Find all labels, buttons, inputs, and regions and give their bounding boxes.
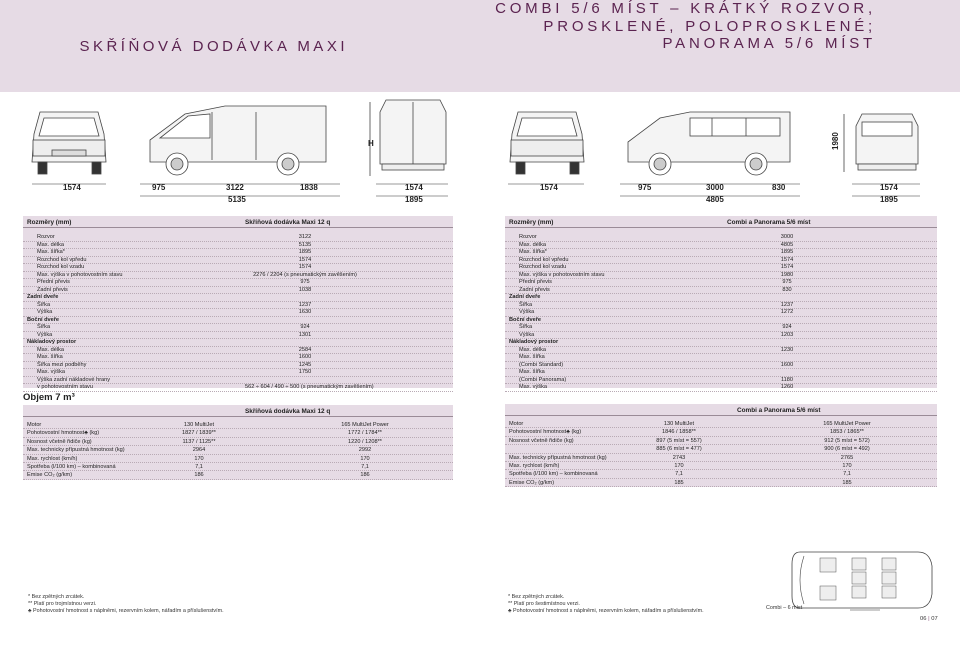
spec-row: [23, 242, 453, 250]
spec-value: 1574: [298, 264, 312, 270]
spec-row: [23, 309, 453, 317]
weights-value-2: 7,1: [361, 463, 369, 470]
weights-label: Max. technicky přípustná hmotnost (kg): [509, 454, 607, 461]
spec-row: [23, 369, 453, 377]
spec-row: [505, 309, 937, 317]
weights-row: [23, 446, 453, 454]
spec-row: [505, 272, 937, 280]
spec-value: 2276 / 2204 (s pneumatickým zavěšením): [253, 271, 357, 278]
spec-row: [505, 339, 937, 347]
weights-label: Spotřeba (l/100 km) – kombinovaná: [27, 463, 116, 470]
weights-row: [505, 428, 937, 436]
spec-label: Nákladový prostor: [509, 339, 559, 345]
weights-label: Max. technicky přípustná hmotnost (kg): [27, 447, 125, 454]
spec-label: (Combi Panorama): [519, 376, 567, 383]
spec-row: [23, 287, 453, 295]
footnote: * Bez zpětných zrcátek.: [28, 594, 85, 600]
spec-row: [505, 362, 937, 370]
dim-front-width-left: 1574: [63, 183, 81, 192]
weights-value-1: 1827 / 1839**: [182, 430, 216, 437]
dim-rear-total-left: 1895: [405, 195, 423, 204]
spec-label: Max. délka: [37, 346, 65, 353]
spec-value: 1600: [780, 361, 794, 368]
spec-row: [23, 249, 453, 257]
spec-row: [23, 294, 453, 302]
spec-label: Výška: [37, 331, 53, 338]
weights-value-1: 885 (6 míst = 477): [656, 446, 702, 453]
spec-row: [23, 317, 453, 325]
footnote: ** Platí pro trojmístnou verzi.: [28, 600, 97, 607]
seat-caption: Combi – 6 míst: [766, 605, 803, 611]
weights-value-1: 186: [194, 472, 204, 479]
spec-label: Rozvor: [37, 234, 55, 240]
spec-label: Max. délka: [519, 346, 547, 353]
spec-value: 975: [782, 279, 792, 285]
van-maxi-side: [150, 106, 326, 175]
weights-value-2: 170: [842, 462, 852, 469]
weights-label: Spotřeba (l/100 km) – kombinovaná: [509, 471, 598, 478]
spec-label: Boční dveře: [27, 316, 60, 323]
weights-row: [505, 437, 937, 445]
spec-header: Rozměry (mm) Combi a Panorama 5/6 míst: [505, 216, 937, 228]
footnote: * Bez zpětných zrcátek.: [508, 594, 565, 600]
weights-label: Emise CO₂ (g/km): [509, 479, 555, 486]
spec-row: [23, 279, 453, 287]
weights-row: [23, 421, 453, 429]
spec-value: 1203: [780, 331, 794, 338]
spec-row: [505, 249, 937, 257]
spec-label: Zadní dveře: [509, 294, 541, 300]
spec-label: Rozchod kol vpředu: [37, 256, 87, 263]
spec-header: Rozměry (mm) Skříňová dodávka Maxi 12 q: [23, 216, 453, 228]
dim-rear-width-left: 1574: [405, 183, 423, 192]
right-title-line: PANORAMA 5/6 MÍST: [662, 35, 876, 52]
spec-label: Výška: [37, 309, 53, 315]
spec-value: 1600: [298, 354, 312, 360]
spec-row: [505, 302, 937, 310]
spec-row: [23, 302, 453, 310]
spec-label: Max. délka: [519, 241, 547, 248]
footnote: ♣ Pohotovostní hmotnost s náplněmi, rezervním kolem, nářadím a příslušenstvím.: [28, 607, 224, 614]
weights-row: [505, 445, 937, 453]
spec-label: Max. výška v pohotovostním stavu: [519, 271, 605, 278]
seat-layout-drawing: [790, 546, 940, 614]
weights-value-1: 1137 / 1125**: [182, 438, 216, 445]
spec-value: 1574: [298, 256, 312, 263]
spec-label: Výška: [519, 309, 535, 315]
page-numbers: 06 | 07: [920, 616, 938, 622]
weights-row: [23, 429, 453, 437]
spec-value: 1895: [298, 249, 312, 255]
weights-label: Motor: [27, 422, 42, 428]
spec-table-left: [23, 216, 453, 388]
spec-value: 1574: [780, 256, 794, 263]
spec-row: [505, 242, 937, 250]
van-maxi-rear: [370, 100, 446, 176]
spec-label: Šířka mezi podběhy: [37, 361, 87, 368]
weights-row: [23, 438, 453, 446]
spec-value: 562 ÷ 604 / 490 ÷ 500 (s pneumatickým zavěšením): [245, 384, 374, 390]
footnotes-right: [508, 594, 704, 614]
dim-rear-overhang-right: 830: [772, 183, 786, 192]
spec-row: [505, 234, 937, 242]
spec-label: Max. výška v pohotovostním stavu: [37, 271, 123, 278]
weights-row: [505, 462, 937, 470]
right-title-line: PROSKLENÉ, POLOPROSKLENÉ;: [543, 17, 876, 35]
spec-label: Rozchod kol vzadu: [519, 264, 567, 270]
spec-value: 1980: [780, 271, 794, 278]
spec-value: 1574: [780, 264, 794, 270]
spec-row: [505, 279, 937, 287]
footnotes-left: [28, 594, 224, 614]
weights-value-1: 2964: [192, 447, 206, 454]
spec-label: Zadní dveře: [27, 294, 59, 300]
spec-value: 924: [782, 324, 792, 330]
right-title: [495, 0, 876, 53]
spec-label: Max. výška: [519, 384, 547, 390]
vehicle-drawings: [0, 92, 960, 216]
weights-label: Max. rychlost (km/h): [509, 462, 560, 469]
weights-value-1: 170: [674, 462, 684, 469]
spec-label: Výška zadní nákladové hrany: [37, 376, 111, 383]
spec-row: [23, 347, 453, 355]
spec-row: [23, 324, 453, 332]
weights-value-2: 912 (5 míst = 572): [824, 437, 870, 444]
weights-value-2: 2992: [358, 447, 372, 454]
dim-rear-total-right: 1895: [880, 195, 898, 204]
weights-value-2: 185: [842, 479, 852, 486]
dim-rear-overhang-left: 1838: [300, 183, 318, 192]
spec-row: [23, 362, 453, 370]
spec-value: 1301: [298, 331, 312, 338]
weights-value-1: 897 (5 míst = 557): [656, 437, 702, 444]
weights-value-2: 7,1: [843, 471, 851, 478]
spec-label: Max. šířka*: [519, 249, 547, 255]
spec-value: 830: [782, 286, 792, 293]
weights-row: [505, 420, 937, 428]
weights-header: Skříňová dodávka Maxi 12 q: [23, 405, 453, 417]
weights-value-2: 170: [360, 455, 370, 462]
weights-value-1: 2743: [672, 454, 686, 461]
spec-value: 3000: [780, 234, 794, 240]
spec-row: [23, 377, 453, 385]
spec-row: [505, 347, 937, 355]
spec-label: Výška: [519, 331, 535, 338]
spec-row: [505, 377, 937, 385]
spec-value: 924: [300, 324, 310, 330]
footnote: ** Platí pro šestimístnou verzi.: [508, 600, 580, 607]
spec-label: Šířka: [519, 324, 533, 330]
combi-rear: [844, 114, 918, 172]
spec-value: 1630: [298, 309, 312, 315]
dim-length-right: 4805: [706, 195, 724, 204]
spec-label: Zadní převis: [519, 286, 550, 293]
spec-table-right: [505, 216, 937, 388]
spec-value: 1180: [780, 376, 794, 383]
spec-label: Přední převis: [519, 279, 552, 285]
spec-row: [23, 332, 453, 340]
spec-row: [505, 384, 937, 392]
spec-label: v pohotovostním stavu: [37, 384, 93, 390]
combi-side: [628, 112, 790, 175]
spec-value: 1272: [780, 309, 794, 315]
page-number-left: 06: [920, 616, 927, 622]
spec-value: 1237: [780, 301, 794, 308]
spec-label: Rozvor: [519, 234, 537, 240]
spec-value: 4805: [780, 241, 794, 248]
spec-row: [505, 264, 937, 272]
spec-row: [505, 369, 937, 377]
weights-value-1: 7,1: [195, 463, 203, 470]
spec-value: 1750: [298, 369, 312, 375]
combi-front: [510, 112, 584, 174]
weights-label: Nosnost včetně řidiče (kg): [509, 437, 574, 444]
dim-length-left: 5135: [228, 195, 246, 204]
weights-value-2: 1853 / 1865**: [830, 429, 864, 436]
spec-row: [23, 339, 453, 347]
spec-row: [505, 287, 937, 295]
spec-row: [505, 294, 937, 302]
spec-label: Zadní převis: [37, 286, 68, 293]
weights-row: [505, 470, 937, 478]
weights-header: Combi a Panorama 5/6 míst: [505, 404, 937, 416]
van-maxi-front: [32, 112, 106, 174]
dim-front-overhang-right: 975: [638, 183, 652, 192]
spec-row: [505, 354, 937, 362]
spec-row: [23, 264, 453, 272]
dim-wheelbase-left: 3122: [226, 183, 244, 192]
dim-rear-width-right: 1574: [880, 183, 898, 192]
weights-block-left: [23, 392, 453, 480]
weights-label: Pohotovostní hmotnost♣ (kg): [509, 429, 582, 436]
spec-label: Šířka: [519, 301, 533, 308]
spec-label: Max. šířka: [519, 354, 545, 360]
spec-value: 1230: [780, 346, 794, 353]
weights-row: [23, 471, 453, 479]
spec-label: Rozchod kol vpředu: [519, 256, 569, 263]
spec-row: [23, 354, 453, 362]
weights-value-2: 1220 / 1208**: [348, 438, 382, 445]
height-marker: H: [368, 139, 374, 148]
spec-value: 3122: [298, 234, 312, 240]
weights-label: Motor: [509, 421, 524, 427]
dim-wheelbase-right: 3000: [706, 183, 724, 192]
spec-label: Max. šířka: [37, 354, 63, 360]
weights-value-2: 165 MultiJet Power: [341, 422, 389, 428]
spec-value: 1895: [780, 249, 794, 255]
weights-value-2: 2765: [840, 454, 854, 461]
dim-front-width-right: 1574: [540, 183, 558, 192]
right-title-line: COMBI 5/6 MÍST – KRÁTKÝ ROZVOR,: [495, 0, 876, 17]
weights-label: Nosnost včetně řidiče (kg): [27, 438, 92, 445]
spec-label: (Combi Standard): [519, 361, 564, 368]
spec-value: 975: [300, 279, 310, 285]
weights-row: [23, 463, 453, 471]
weights-row: [505, 454, 937, 462]
spec-label: Přední převis: [37, 279, 70, 285]
spec-value: 2584: [298, 346, 312, 353]
weights-value-2: 186: [360, 472, 370, 479]
weights-label: Pohotovostní hmotnost♣ (kg): [27, 430, 100, 437]
spec-row: [505, 324, 937, 332]
footnote: ♣ Pohotovostní hmotnost s náplněmi, rezervním kolem, nářadím a příslušenstvím.: [508, 607, 704, 614]
spec-row: [505, 317, 937, 325]
page-number-right: 07: [931, 616, 938, 622]
dim-height-right: 1980: [831, 132, 840, 150]
weights-value-1: 7,1: [675, 471, 683, 478]
spec-label: Boční dveře: [509, 316, 542, 323]
weights-table-left: [23, 405, 453, 480]
vehicle-drawings-svg: [0, 92, 960, 216]
spec-label: Max. šířka: [519, 369, 545, 375]
spec-row: [23, 272, 453, 280]
spec-row: [23, 234, 453, 242]
spec-value: 1245: [298, 361, 312, 368]
spec-row: [23, 384, 453, 392]
weights-label: Max. rychlost (km/h): [27, 455, 78, 462]
spec-row: [505, 332, 937, 340]
weights-block-right: [505, 392, 937, 487]
weights-value-2: 1772 / 1784**: [348, 430, 382, 437]
spec-value: 5135: [298, 241, 312, 248]
spec-value: 1237: [298, 301, 312, 308]
weights-table-right: [505, 404, 937, 487]
weights-value-1: 170: [194, 455, 204, 462]
spec-value: 1038: [298, 286, 312, 293]
weights-value-2: 165 MultiJet Power: [823, 421, 871, 427]
dim-front-overhang-left: 975: [152, 183, 166, 192]
weights-label: Emise CO₂ (g/km): [27, 472, 73, 479]
spec-label: Šířka: [37, 301, 51, 308]
weights-value-2: 900 (6 míst = 492): [824, 446, 870, 453]
volume-title: Objem 7 m³: [23, 392, 75, 403]
spec-value: 1260: [780, 384, 794, 390]
spec-label: Rozchod kol vzadu: [37, 264, 85, 270]
weights-value-1: 185: [674, 479, 684, 486]
weights-value-1: 1846 / 1858**: [662, 429, 696, 436]
spec-label: Nákladový prostor: [27, 339, 77, 345]
weights-row: [505, 479, 937, 487]
spec-label: Šířka: [37, 324, 51, 330]
weights-row: [23, 455, 453, 463]
spec-row: [23, 257, 453, 265]
spec-label: Max. délka: [37, 241, 65, 248]
spec-row: [505, 257, 937, 265]
spec-label: Max. šířka*: [37, 249, 65, 255]
spec-label: Max. výška: [37, 369, 65, 375]
weights-value-1: 130 MultiJet: [663, 421, 695, 427]
weights-value-1: 130 MultiJet: [183, 422, 215, 428]
